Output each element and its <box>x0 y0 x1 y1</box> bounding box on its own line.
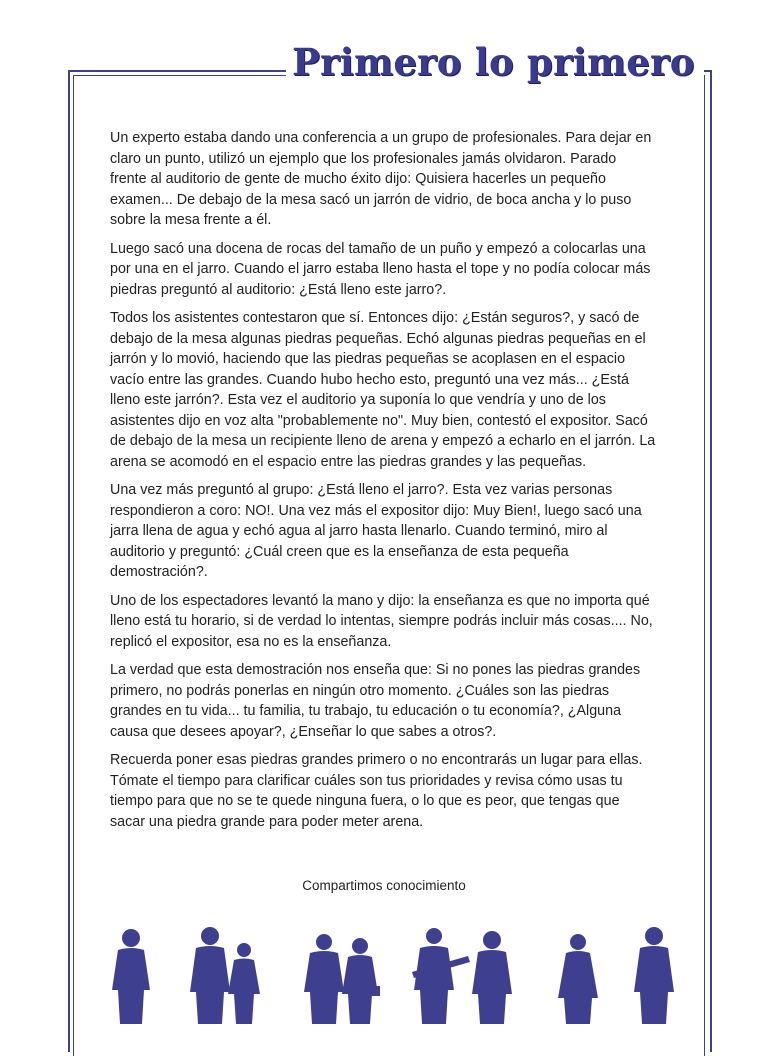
person-silhouette <box>558 934 598 1024</box>
paragraph-3: Todos los asistentes contestaron que sí. Entonces dijo: ¿Están seguros?, y sacó de debajo de la mesa algunas piedras pequeñas. Echó algunas piedras pequeñas en el jarrón y lo movió, haciendo que las piedras pequeñas se acoplasen en el espacio vacío entre las grandes. Cuando hubo hecho esto, preguntó una vez más... ¿Está lleno este jarrón?. Esta vez el auditorio ya suponía lo que vendría y uno de los asistentes dijo en voz alta "probablemente no". Muy bien, contestó el expositor. Sacó de debajo de la mesa un recipiente lleno de arena y empezó a echarlo en el jarrón. La arena se acomodó en el espacio entre las piedras grandes y las pequeñas. <box>110 310 656 470</box>
page-title: Primero lo primero <box>292 40 695 84</box>
person-silhouette <box>472 931 512 1024</box>
paragraph-1: Un experto estaba dando una conferencia a un grupo de profesionales. Para dejar en claro un punto, utilizó un ejemplo que los profesionales jamás olvidaron. Parado frente al auditorio de gente de mucho éxito dijo: Quisiera hacerles un pequeño examen... De debajo de la mesa sacó un jarrón de vidrio, de boca ancha y lo puso sobre la mesa frente a él. <box>110 130 652 228</box>
person-silhouette <box>190 927 230 1024</box>
footer-tagline: Compartimos conocimiento <box>302 878 466 893</box>
paragraph-5: Uno de los espectadores levantó la mano y dijo: la enseñanza es que no importa qué lleno está tu horario, si de verdad lo intentas, siempre podrás incluir más cosas.... No, replicó el expositor, esa no es la enseñanza. <box>110 592 653 650</box>
paragraph-4: Una vez más preguntó al grupo: ¿Está lleno el jarro?. Esta vez varias personas respondieron a coro: NO!. Una vez más el expositor dijo: Muy Bien!, luego sacó una jarra llena de agua y echó agua al jarro hasta llenarlo. Cuando terminó, miro al auditorio y preguntó: ¿Cuál creen que es la enseñanza de esta pequeña demostración?. <box>110 482 642 580</box>
person-silhouette <box>304 934 344 1024</box>
business-people-silhouettes-illustration <box>98 920 698 1024</box>
person-silhouette <box>412 928 470 1024</box>
paragraph-2: Luego sacó una docena de rocas del tamaño de un puño y empezó a colocarlas una por una en el jarro. Cuando el jarro estaba lleno hasta el tope y no podía colocar más piedras preguntó al auditorio: ¿Está lleno este jarro?. <box>110 240 651 298</box>
article-body <box>110 128 656 840</box>
person-silhouette <box>342 938 380 1024</box>
paragraph-6: La verdad que esta demostración nos enseña que: Si no pones las piedras grandes primero, no podrás ponerlas en ningún otro momento. ¿Cuáles son las piedras grandes en tu vida... tu familia, tu trabajo, tu educación o tu economía?, ¿Alguna causa que desees apoyar?, ¿Enseñar lo que sabes a otros?. <box>110 662 641 740</box>
person-silhouette <box>112 929 150 1024</box>
person-silhouette <box>634 927 674 1024</box>
person-silhouette <box>228 943 260 1024</box>
paragraph-7: Recuerda poner esas piedras grandes primero o no encontrarás un lugar para ellas. Tómate el tiempo para clarificar cuáles son tus prioridades y revisa cómo usas tu tiempo para que no se te quede ninguna fuera, o lo que es peor, que tengas que sacar una piedra grande para poder meter arena. <box>110 752 643 830</box>
